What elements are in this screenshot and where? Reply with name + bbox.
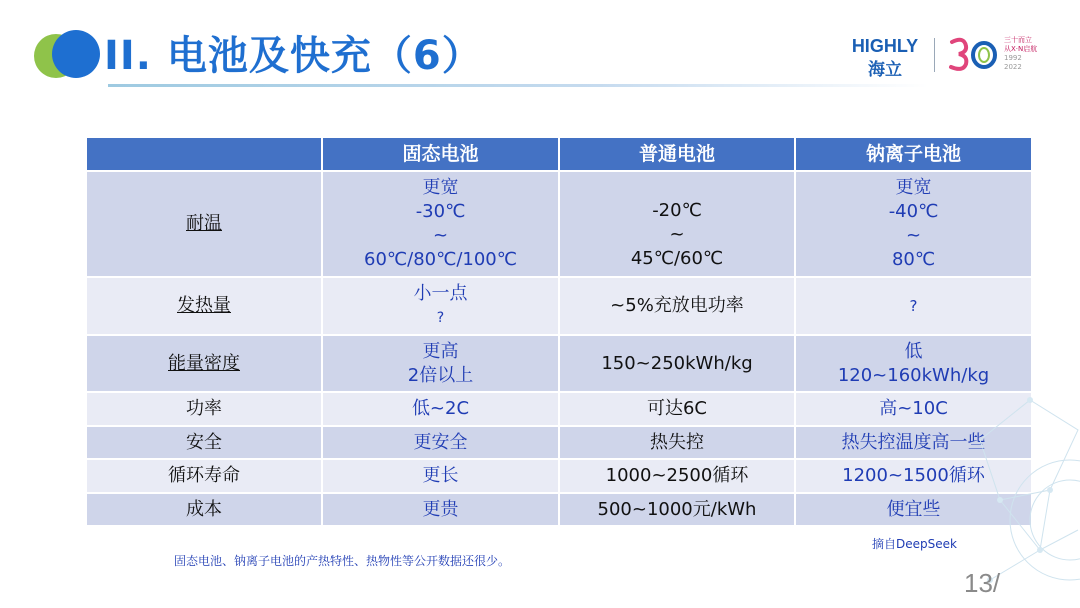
page-number: 13/ bbox=[964, 568, 1001, 598]
table-cell: 更贵 bbox=[322, 493, 559, 526]
page-title: II. 电池及快充（6） bbox=[104, 33, 483, 79]
cell-line: ? bbox=[909, 297, 918, 315]
cell-line: 80℃ bbox=[891, 249, 936, 270]
cell-line: ? bbox=[436, 310, 445, 326]
table-row bbox=[86, 335, 1032, 392]
highly-logo bbox=[845, 36, 925, 80]
cell-line: ~ bbox=[905, 225, 922, 246]
cell-line: 45℃/60℃ bbox=[630, 248, 724, 269]
table-cell bbox=[322, 171, 559, 277]
highly-logo-cn: 海立 bbox=[868, 60, 902, 80]
table-cell: 热失控 bbox=[559, 426, 795, 459]
table-cell bbox=[559, 171, 795, 277]
row-label: 成本 bbox=[86, 493, 322, 526]
source-note: 摘自DeepSeek bbox=[872, 537, 957, 551]
row-label bbox=[86, 277, 322, 335]
cell-line: 150~250kWh/kg bbox=[601, 352, 753, 374]
cell-line: ~5%充放电功率 bbox=[610, 295, 744, 316]
table-row bbox=[86, 392, 1032, 426]
table-header-row bbox=[86, 137, 1032, 171]
cell-line: 低 bbox=[904, 340, 923, 362]
anniversary-line2: 从X·N启航 bbox=[1004, 45, 1038, 53]
cell-line: 更宽 bbox=[895, 177, 932, 198]
cell-line: -20℃ bbox=[652, 200, 702, 221]
cell-line: 更高 bbox=[422, 340, 459, 362]
anniversary-year2: 2022 bbox=[1004, 63, 1022, 71]
table-cell: 更长 bbox=[322, 459, 559, 493]
row-label-text: 耐温 bbox=[186, 213, 222, 234]
cell-line: 2倍以上 bbox=[407, 364, 474, 386]
table-cell: 1200~1500循环 bbox=[795, 459, 1032, 493]
table-cell: 高~10C bbox=[795, 392, 1032, 426]
table-cell bbox=[795, 277, 1032, 335]
anniversary-text bbox=[1004, 36, 1037, 72]
table-cell bbox=[559, 335, 795, 392]
row-label: 循环寿命 bbox=[86, 459, 322, 493]
cell-line: 小一点 bbox=[413, 283, 468, 304]
cell-line: -40℃ bbox=[888, 201, 939, 222]
cell-line: ~ bbox=[669, 224, 685, 245]
logo-divider bbox=[934, 38, 935, 72]
table-row bbox=[86, 493, 1032, 526]
row-label: 功率 bbox=[86, 392, 322, 426]
row-label-text: 能量密度 bbox=[168, 352, 240, 374]
row-label: 安全 bbox=[86, 426, 322, 459]
table-row bbox=[86, 277, 1032, 335]
battery-comparison-table bbox=[85, 136, 1033, 527]
cell-line: 更宽 bbox=[422, 177, 459, 198]
title-bullet-blue bbox=[52, 30, 100, 78]
table-cell: 可达6C bbox=[559, 392, 795, 426]
anniversary-year1: 1992 bbox=[1004, 54, 1022, 62]
row-label-text: 发热量 bbox=[177, 295, 231, 316]
table-cell bbox=[559, 277, 795, 335]
table-cell: 热失控温度高一些 bbox=[795, 426, 1032, 459]
table-cell bbox=[795, 171, 1032, 277]
header-sodium-ion: 钠离子电池 bbox=[795, 137, 1032, 171]
table-row bbox=[86, 426, 1032, 459]
cell-line: 120~160kWh/kg bbox=[837, 364, 990, 386]
anniversary-30-logo bbox=[946, 34, 1000, 74]
row-label bbox=[86, 335, 322, 392]
table-cell: 500~1000元/kWh bbox=[559, 493, 795, 526]
header-conventional: 普通电池 bbox=[559, 137, 795, 171]
table-row bbox=[86, 459, 1032, 493]
header-cell-empty bbox=[86, 137, 322, 171]
table-row bbox=[86, 171, 1032, 277]
header-solid-state: 固态电池 bbox=[322, 137, 559, 171]
cell-line: 60℃/80℃/100℃ bbox=[364, 249, 517, 270]
table-cell: 便宜些 bbox=[795, 493, 1032, 526]
table-cell bbox=[322, 335, 559, 392]
title-underline bbox=[108, 84, 928, 87]
table-cell: 低~2C bbox=[322, 392, 559, 426]
row-label bbox=[86, 171, 322, 277]
table-cell bbox=[322, 277, 559, 335]
highly-logo-en: HIGHLY bbox=[851, 36, 919, 56]
footnote: 固态电池、钠离子电池的产热特性、热物性等公开数据还很少。 bbox=[174, 554, 511, 568]
cell-line: ~ bbox=[432, 225, 449, 246]
anniversary-line1: 三十而立 bbox=[1004, 36, 1032, 44]
table-cell: 1000~2500循环 bbox=[559, 459, 795, 493]
table-cell: 更安全 bbox=[322, 426, 559, 459]
cell-line: -30℃ bbox=[415, 201, 466, 222]
